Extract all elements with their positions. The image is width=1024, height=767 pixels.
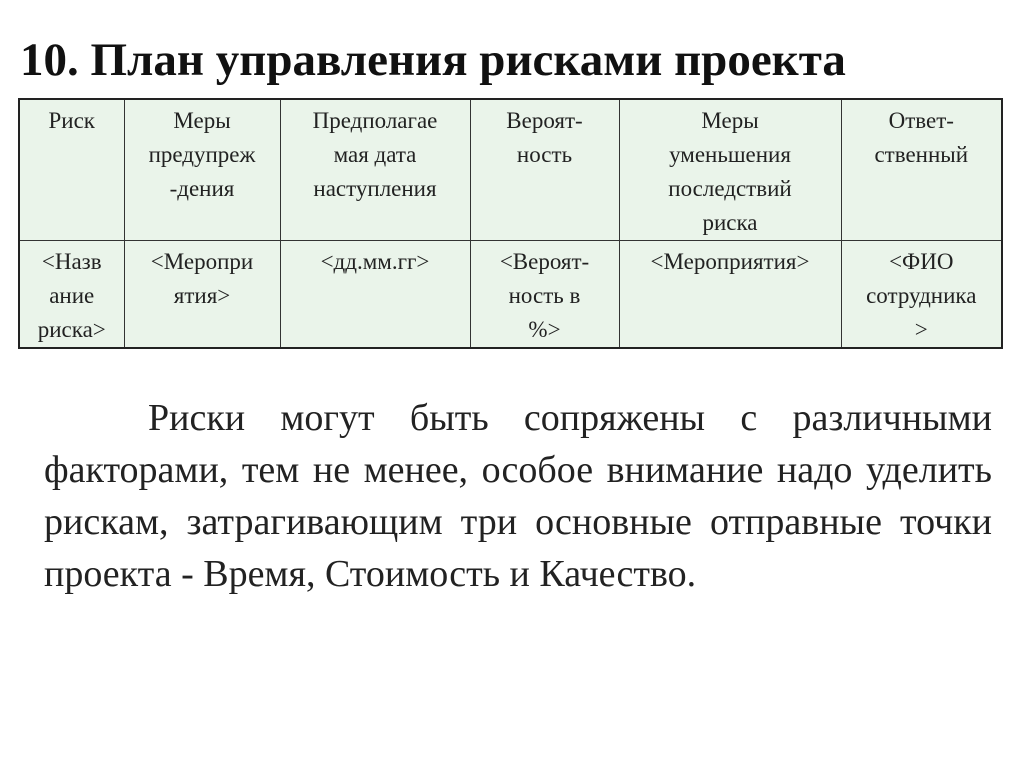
cell-line: Риск — [48, 108, 95, 133]
cell-responsible-person — [841, 241, 1002, 349]
cell-line: %> — [528, 317, 561, 342]
cell-line: -дения — [169, 176, 235, 201]
cell-line: сотрудника — [866, 283, 977, 308]
cell-line: <Мероприятия> — [650, 249, 810, 274]
cell-line: <ФИО — [889, 249, 954, 274]
header-cell-risk — [19, 99, 124, 241]
cell-line: уменьшения — [669, 142, 791, 167]
header-cell-probability — [470, 99, 619, 241]
cell-probability — [470, 241, 619, 349]
cell-line: Предполагае — [312, 108, 438, 133]
cell-line: ственный — [874, 142, 969, 167]
cell-line: Вероят- — [506, 108, 583, 133]
cell-line: ность — [516, 142, 573, 167]
slide-title: 10. План управления рисками проекта — [20, 34, 846, 86]
cell-line: Ответ- — [888, 108, 954, 133]
risk-plan-table — [18, 98, 1003, 349]
header-cell-prevention — [124, 99, 280, 241]
header-cell-responsible — [841, 99, 1002, 241]
cell-line: риска> — [37, 317, 106, 342]
cell-risk-name — [19, 241, 124, 349]
cell-line: <дд.мм.гг> — [320, 249, 430, 274]
cell-line: ание — [49, 283, 95, 308]
cell-mitigation-measures — [619, 241, 841, 349]
cell-line: наступления — [313, 176, 437, 201]
cell-line: мая дата — [333, 142, 417, 167]
table-header-row — [19, 99, 1002, 241]
cell-line: последствий — [668, 176, 792, 201]
cell-line: предупреж — [148, 142, 256, 167]
cell-expected-date — [280, 241, 470, 349]
header-cell-expected-date — [280, 99, 470, 241]
cell-line: Меры — [173, 108, 231, 133]
cell-line: > — [914, 317, 928, 342]
cell-line: ность в — [508, 283, 581, 308]
header-cell-mitigation — [619, 99, 841, 241]
cell-line: <Назв — [41, 249, 102, 274]
cell-prevention-measures — [124, 241, 280, 349]
body-paragraph: Риски могут быть сопряжены с различными факторами, тем не менее, особое внимание надо уделить рискам, затрагивающим три основные отправные точки проекта - Время, Стоимость и Качество. — [44, 397, 992, 595]
cell-line: ятия> — [173, 283, 231, 308]
cell-line: <Вероят- — [499, 249, 590, 274]
cell-line: риска — [702, 210, 758, 235]
table-row — [19, 241, 1002, 349]
cell-line: <Меропри — [150, 249, 254, 274]
cell-line: Меры — [701, 108, 759, 133]
